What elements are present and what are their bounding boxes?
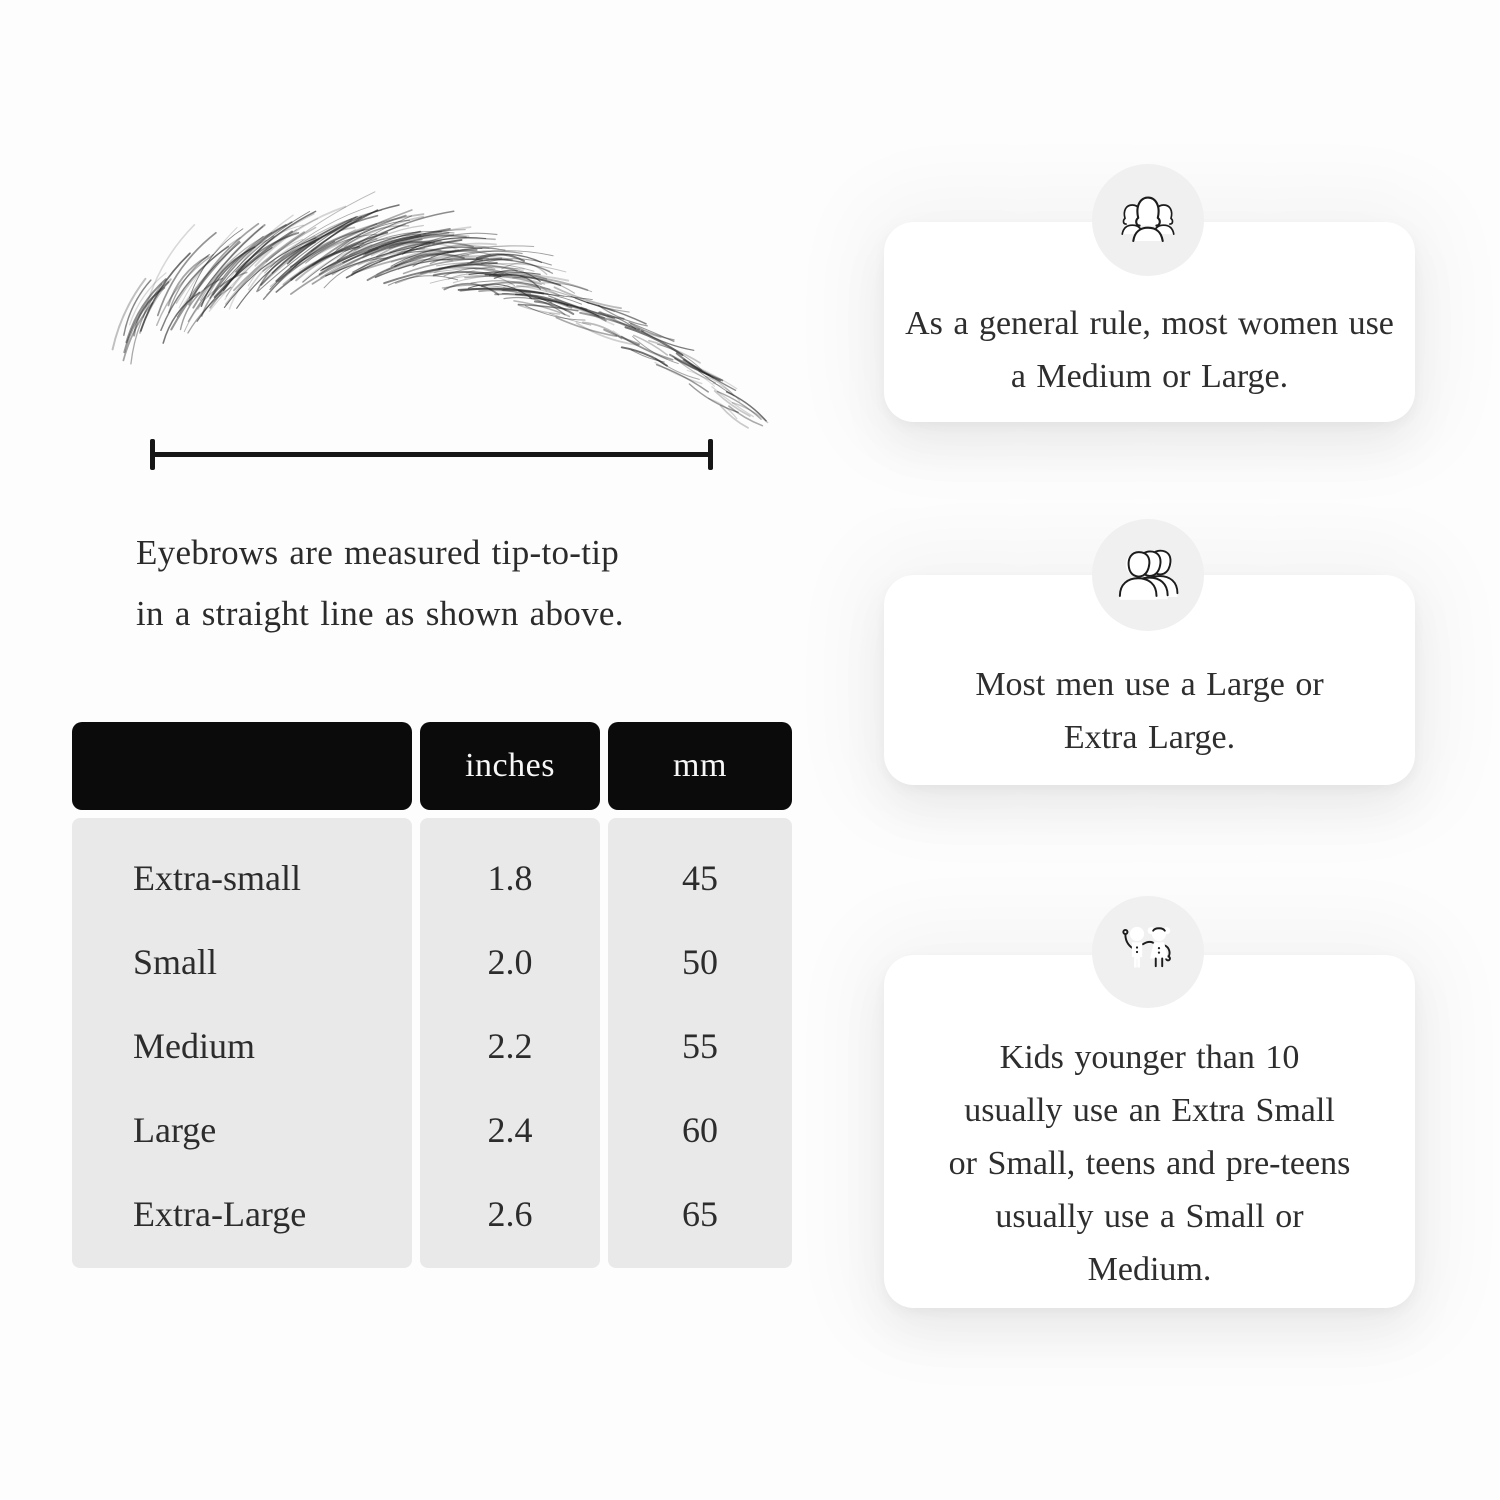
table-column-mm (608, 818, 792, 1268)
kids-icon (1092, 896, 1204, 1008)
table-cell-inches: 2.0 (487, 942, 533, 982)
card-men-text: Most men use a Large or Extra Large. (975, 666, 1324, 756)
table-cell-size: Medium (133, 1026, 255, 1066)
table-cell-inches: 2.6 (487, 1194, 533, 1234)
table-cell-inches: 1.8 (487, 858, 533, 898)
table-header-size (72, 722, 412, 810)
table-header-mm: mm (608, 722, 792, 810)
card-kids-text: Kids younger than 10 usually use an Extra Small or Small, teens and pre-teens usually use a Small or Medium. (948, 1039, 1351, 1288)
card-women-text: As a general rule, most women use a Medium or Large. (905, 305, 1394, 395)
women-group-icon (1092, 164, 1204, 276)
table-header-inches: inches (420, 722, 600, 810)
table-cell-size: Extra-small (133, 858, 301, 898)
table-cell-inches: 2.4 (487, 1110, 533, 1150)
measurement-tick-left (150, 439, 155, 470)
caption-line-1: Eyebrows are measured tip-to-tip (136, 533, 620, 572)
table-cell-size: Large (133, 1110, 217, 1150)
size-table (72, 722, 792, 1268)
caption-line-2: in a straight line as shown above. (136, 594, 624, 633)
table-column-size-labels (72, 818, 412, 1268)
table-cell-mm: 65 (682, 1194, 718, 1234)
measurement-caption (136, 522, 624, 644)
table-cell-mm: 50 (682, 942, 718, 982)
measurement-tick-right (708, 439, 713, 470)
men-group-icon (1092, 519, 1204, 631)
eyebrow-illustration (105, 205, 755, 445)
table-cell-size: Extra-Large (133, 1194, 307, 1234)
table-column-inches (420, 818, 600, 1268)
measurement-line (150, 452, 713, 457)
table-cell-inches: 2.2 (487, 1026, 533, 1066)
table-cell-mm: 60 (682, 1110, 718, 1150)
table-cell-mm: 45 (682, 858, 718, 898)
table-cell-size: Small (133, 942, 218, 982)
table-cell-mm: 55 (682, 1026, 718, 1066)
